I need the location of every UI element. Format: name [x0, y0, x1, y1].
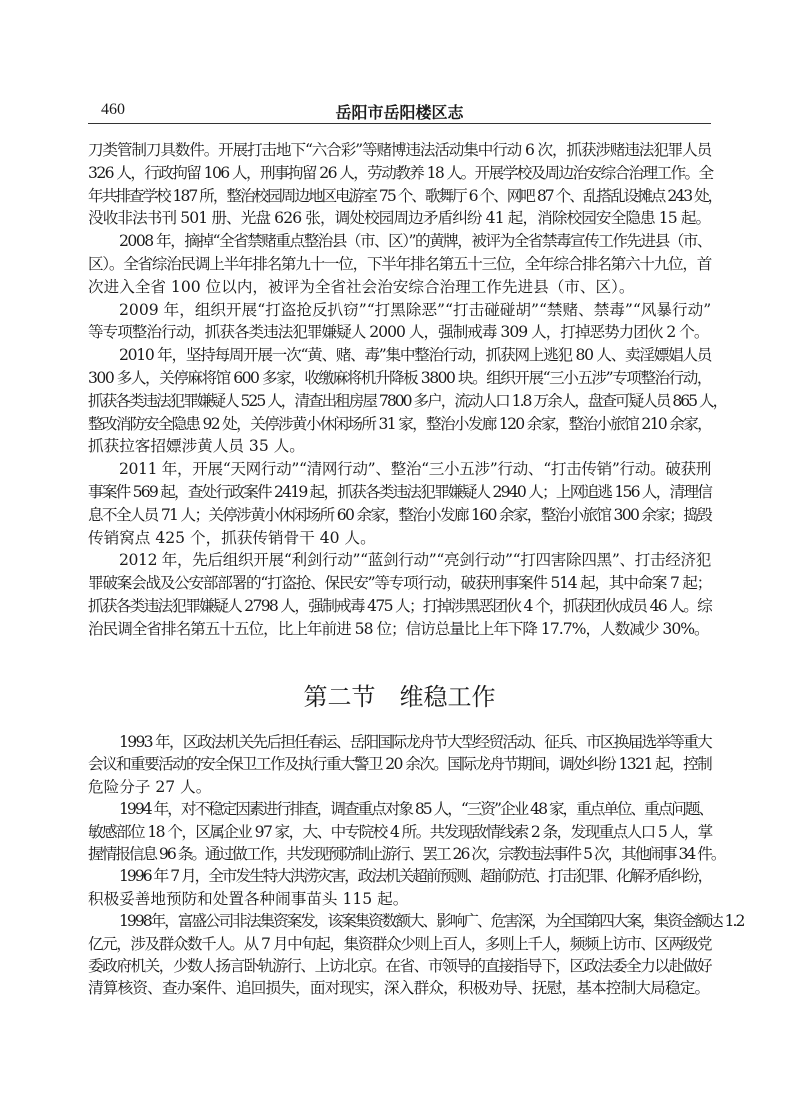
text-line: 抓获拉客招嫖涉黄人员 35 人。: [88, 437, 305, 456]
paragraph: [88, 139, 722, 230]
section-2-body: [88, 731, 744, 1000]
paragraph: [88, 458, 711, 549]
text-line: 危险分子 27 人。: [88, 777, 212, 796]
text-line: 没收非法书刊 501 册、光盘 626 张，调处校园周边矛盾纠纷 41 起，消除校园安全隐患 15 起。: [88, 209, 711, 228]
paragraph: [88, 230, 711, 298]
text-line: 2009 年，组织开展“打盗抢反扒窃”“打黑除恶”“打击碰碰胡”“禁赌、禁毒”“风暴行动”: [119, 300, 712, 319]
text-line: 治民调全省排名第五十五位，比上年前进 58 位；信访总量比上年下降 17.7%，人数减少 30%。: [88, 619, 709, 638]
text-line: 326 人，行政拘留 106 人，刑事拘留 26 人，劳动教养 18 人。开展学校及周边治安综合治理工作。全: [88, 163, 713, 182]
text-line: 传销窝点 425 个，抓获传销骨干 40 人。: [88, 528, 376, 547]
paragraph: [88, 865, 711, 910]
running-title: 岳阳市岳阳楼区志: [335, 103, 464, 122]
text-line: 抓获各类违法犯罪嫌疑人 525 人，清查出租房屋 7800 多户，流动人口 1.8 万余人，盘查可疑人员 865 人，: [88, 391, 727, 410]
text-line: 2011 年，开展“天网行动”“清网行动”、整治“三小五涉”行动、“打击传销”行动。破获刑: [119, 460, 711, 479]
paragraph: [88, 299, 711, 345]
text-line: 息不全人员 71 人；关停涉黄小休闲场所 60 余家，整治小发廊 160 余家，整治小旅馆 300 余家；捣毁: [88, 505, 711, 524]
paragraph: [88, 798, 725, 865]
text-line: 次进入全省 100 位以内，被评为全省社会治安综合治理工作先进县（市、区）。: [88, 277, 635, 296]
text-line: 区）。全省综治民调上半年排名第九十一位，下半年排名第五十三位，全年综合排名第六十九位，首: [88, 254, 711, 273]
text-line: 刀类管制刀具数件。开展打击地下“六合彩”等赌博违法活动集中行动 6 次，抓获涉赌违法犯罪人员: [88, 141, 711, 159]
header-rule: [88, 123, 711, 124]
paragraph: [88, 910, 744, 1000]
text-line: 敏感部位 18 个，区属企业 97 家，大、中专院校 4 所。共发现敌情线索 2 条，发现重点人口 5 人，掌: [88, 822, 712, 841]
text-line: 整改消防安全隐患 92 处，关停涉黄小休闲场所 31 家，整治小发廊 120 余家，整治小旅馆 210 余家，: [88, 414, 711, 433]
section-1-body: [88, 139, 727, 641]
text-line: 年共排查学校 187 所，整治校园周边地区电游室 75 个、歌舞厅 6 个、网吧 87 个、乱搭乱设摊点 243 处，: [88, 186, 722, 205]
paragraph: [88, 344, 727, 458]
text-line: 委政府机关，少数人扬言卧轨游行、上访北京。在省、市领导的直接指导下，区政法委全力以赴做好: [88, 956, 711, 975]
text-line: 1998年，富盛公司非法集资案发，该案集资数额大、影响广、危害深，为全国第四大案，集资金额达 1.2: [119, 912, 744, 931]
text-line: 等专项整治行动，抓获各类违法犯罪嫌疑人 2000 人，强制戒毒 309 人，打掉恶势力团伙 2 个。: [88, 323, 709, 342]
text-line: 1993 年，区政法机关先后担任春运、岳阳国际龙舟节大型经贸活动、征兵、市区换届选举等重大: [119, 733, 711, 751]
text-line: 300 多人，关停麻将馆 600 多家，收缴麻将机升降板 3800 块。组织开展“三小五涉”专项整治行动，: [88, 368, 711, 387]
text-line: 握情报信息 96 条。通过做工作，共发现预防制止游行、罢工 26 次，宗教违法事件 5 次，其他闹事 34 件。: [88, 844, 725, 863]
text-line: 抓获各类违法犯罪嫌疑人 2798 人，强制戒毒 475 人；打掉涉黑恶团伙 4 个，抓获团伙成员 46 人。综: [88, 596, 711, 615]
text-line: 亿元，涉及群众数千人。从 7 月中旬起，集资群众少则上百人，多则上千人，频频上访市、区两级党: [88, 934, 711, 953]
text-line: 2010 年，坚持每周开展一次“黄、赌、毒”集中整治行动，抓获网上逃犯 80 人、卖淫嫖娼人员: [119, 346, 711, 365]
text-line: 2008 年，摘掉“全省禁赌重点整治县（市、区）”的黄牌，被评为全省禁毒宣传工作先进县（市、: [119, 232, 711, 251]
text-line: 2012 年，先后组织开展“利剑行动”“蓝剑行动”“亮剑行动”“打四害除四黑”、打击经济犯: [119, 551, 711, 570]
text-line: 1996 年 7 月，全市发生特大洪涝灾害，政法机关超前预测、超前防范、打击犯罪、化解矛盾纠纷，: [119, 867, 712, 886]
text-line: 清算核资、查办案件、追回损失，面对现实，深入群众，积极劝导、抚慰，基本控制大局稳定。: [88, 979, 710, 998]
text-line: 会议和重要活动的安全保卫工作及执行重大警卫 20 余次。国际龙舟节期间，调处纠纷 1321 起，控制: [88, 755, 712, 774]
page-number: 460: [101, 101, 125, 118]
text-line: 罪破案会战及公安部部署的“打盗抢、保民安”等专项行动，破获刑事案件 514 起，其中命案 7 起；: [88, 574, 711, 593]
text-line: 1994 年，对不稳定因素进行排查，调查重点对象 85 人，“三资”企业 48 家，重点单位、重点问题、: [119, 800, 713, 819]
paragraph: [88, 549, 711, 640]
paragraph: [88, 731, 711, 798]
text-line: 事案件 569 起，查处行政案件 2419 起，抓获各类违法犯罪嫌疑人 2940 人；上网追逃 156 人，清理信: [88, 482, 711, 501]
text-line: 积极妥善地预防和处置各种闹事苗头 115 起。: [88, 889, 409, 908]
section-heading: 第二节 维稳工作: [303, 683, 496, 711]
